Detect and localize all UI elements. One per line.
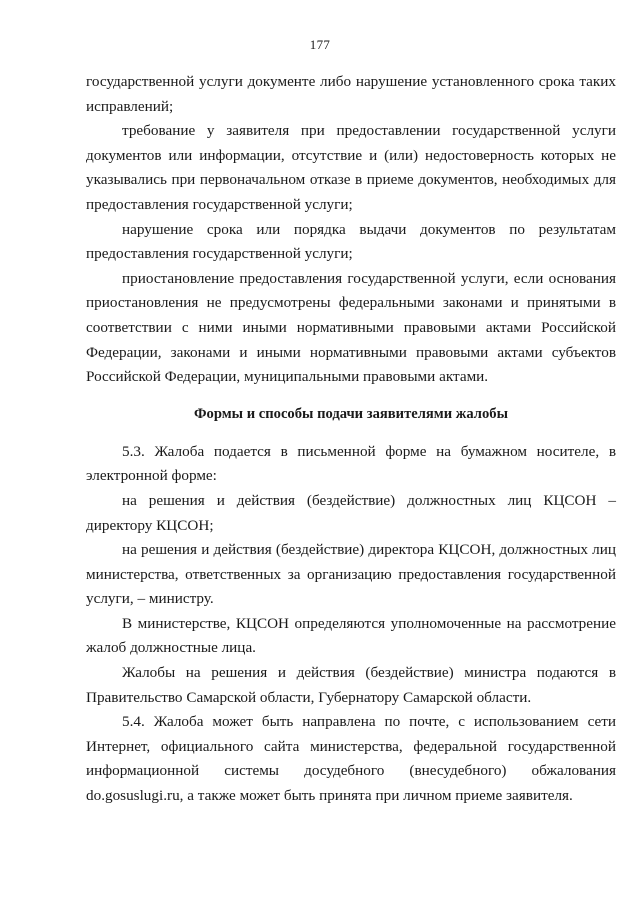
paragraph-minister-complaints: Жалобы на решения и действия (бездействие) министра подаются в Правительство Самарской области, Губернатору Самарской области.: [86, 664, 616, 706]
paragraph-director: на решения и действия (бездействие) директора КЦСОН, должностных лиц министерства, ответственных за организацию предоставления государственной услуги, – министру.: [86, 541, 616, 608]
paragraph-suspension: приостановление предоставления государственной услуги, если основания приостановления не предусмотрены федеральными законами и принятыми в соответствии с ними иными нормативными правовыми актами Российской Федерации, законами и иными нормативными правовыми актами субъектов Российской Федерации, муниципальными правовыми актами.: [86, 269, 616, 386]
paragraph-officials: на решения и действия (бездействие) должностных лиц КЦСОН – директору КЦСОН;: [86, 491, 616, 534]
paragraph-continuation: государственной услуги документе либо нарушение установленного срока таких исправлений;: [86, 73, 616, 115]
document-body: [86, 70, 616, 809]
paragraph-deadline-violation: нарушение срока или порядка выдачи документов по результатам предоставления государственной услуги;: [86, 220, 616, 263]
paragraph-requirement: требование у заявителя при предоставлении государственной услуги документов или информации, отсутствие и (или) недостоверность которых не указывались при первоначальном отказе в приеме документов, необходимых для предоставления государственной услуги;: [86, 122, 616, 213]
paragraph-5-3: 5.3. Жалоба подается в письменной форме на бумажном носителе, в электронной форме:: [86, 442, 616, 485]
section-heading: Формы и способы подачи заявителями жалобы: [194, 405, 508, 422]
paragraph-ministry-officials: В министерстве, КЦСОН определяются уполномоченные на рассмотрение жалоб должностные лица.: [86, 614, 616, 657]
paragraph-5-4: 5.4. Жалоба может быть направлена по почте, с использованием сети Интернет, официального сайта министерства, федеральной государственной информационной системы досудебного (внесудебного) обжалования do.gosuslugi.ru, а также может быть принята при личном приеме заявителя.: [86, 713, 616, 805]
page-number: 177: [309, 37, 331, 52]
